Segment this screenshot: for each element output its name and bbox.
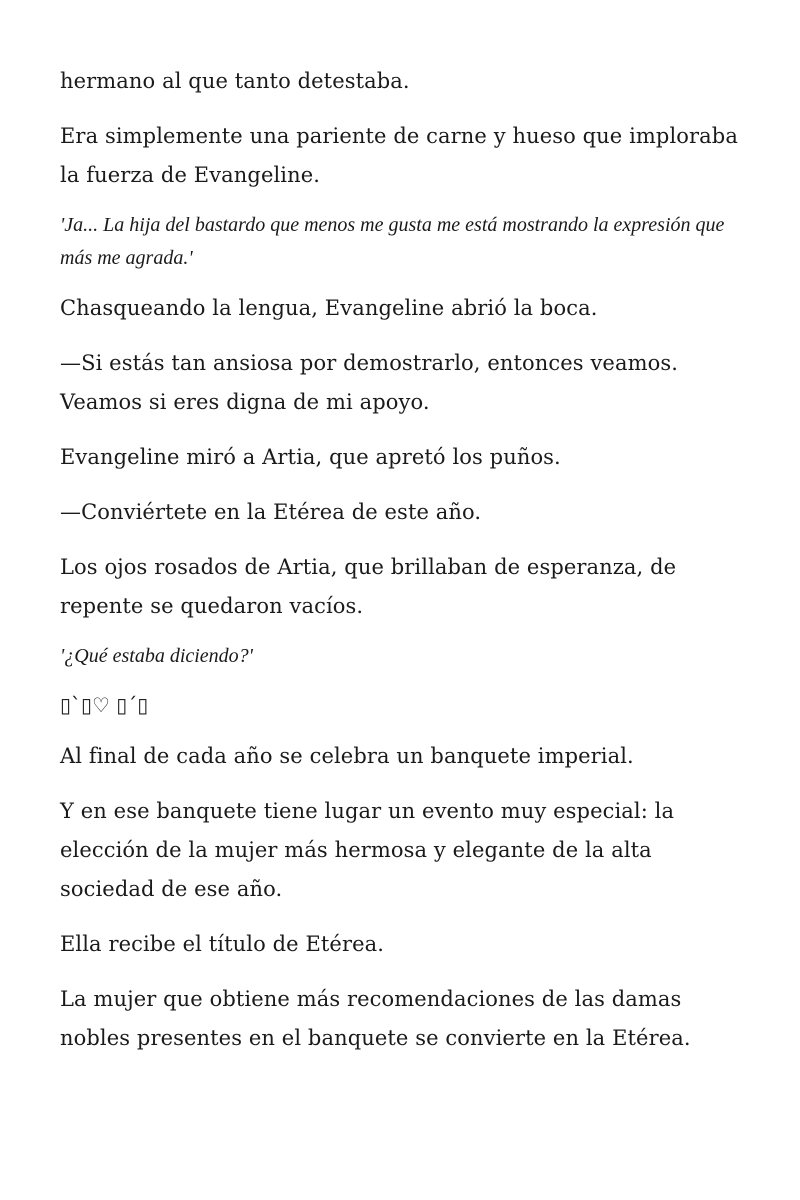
paragraph-1: hermano al que tanto detestaba. <box>60 69 410 93</box>
paragraph-8: Ella recibe el título de Etérea. <box>60 932 385 956</box>
paragraph-2: Era simplemente una pariente de carne y hueso que imploraba la fuerza de Evangeline. <box>60 124 738 187</box>
dialogue-2: —Conviértete en la Etérea de este año. <box>60 500 482 524</box>
inner-thought-2: '¿Qué estaba diciendo?' <box>60 645 253 667</box>
scene-divider: ▯`▯♡ ▯´▯ <box>60 693 149 717</box>
dialogue-1: —Si estás tan ansiosa por demostrarlo, entonces veamos. Veamos si eres digna de mi apoyo. <box>60 351 678 414</box>
paragraph-7: Y en ese banquete tiene lugar un evento muy especial: la elección de la mujer más hermosa y elegante de la alta sociedad de ese año. <box>60 799 675 901</box>
paragraph-4: Evangeline miró a Artia, que apretó los puños. <box>60 445 561 469</box>
paragraph-9: La mujer que obtiene más recomendaciones de las damas nobles presentes en el banquete se convierte en la Etérea. <box>60 987 691 1050</box>
reader-page <box>60 62 740 1074</box>
inner-thought-1: 'Ja... La hija del bastardo que menos me gusta me está mostrando la expresión que más me agrada.' <box>60 214 725 269</box>
paragraph-5: Los ojos rosados de Artia, que brillaban de esperanza, de repente se quedaron vacíos. <box>60 555 677 618</box>
paragraph-3: Chasqueando la lengua, Evangeline abrió la boca. <box>60 296 598 320</box>
paragraph-6: Al final de cada año se celebra un banquete imperial. <box>60 744 634 768</box>
